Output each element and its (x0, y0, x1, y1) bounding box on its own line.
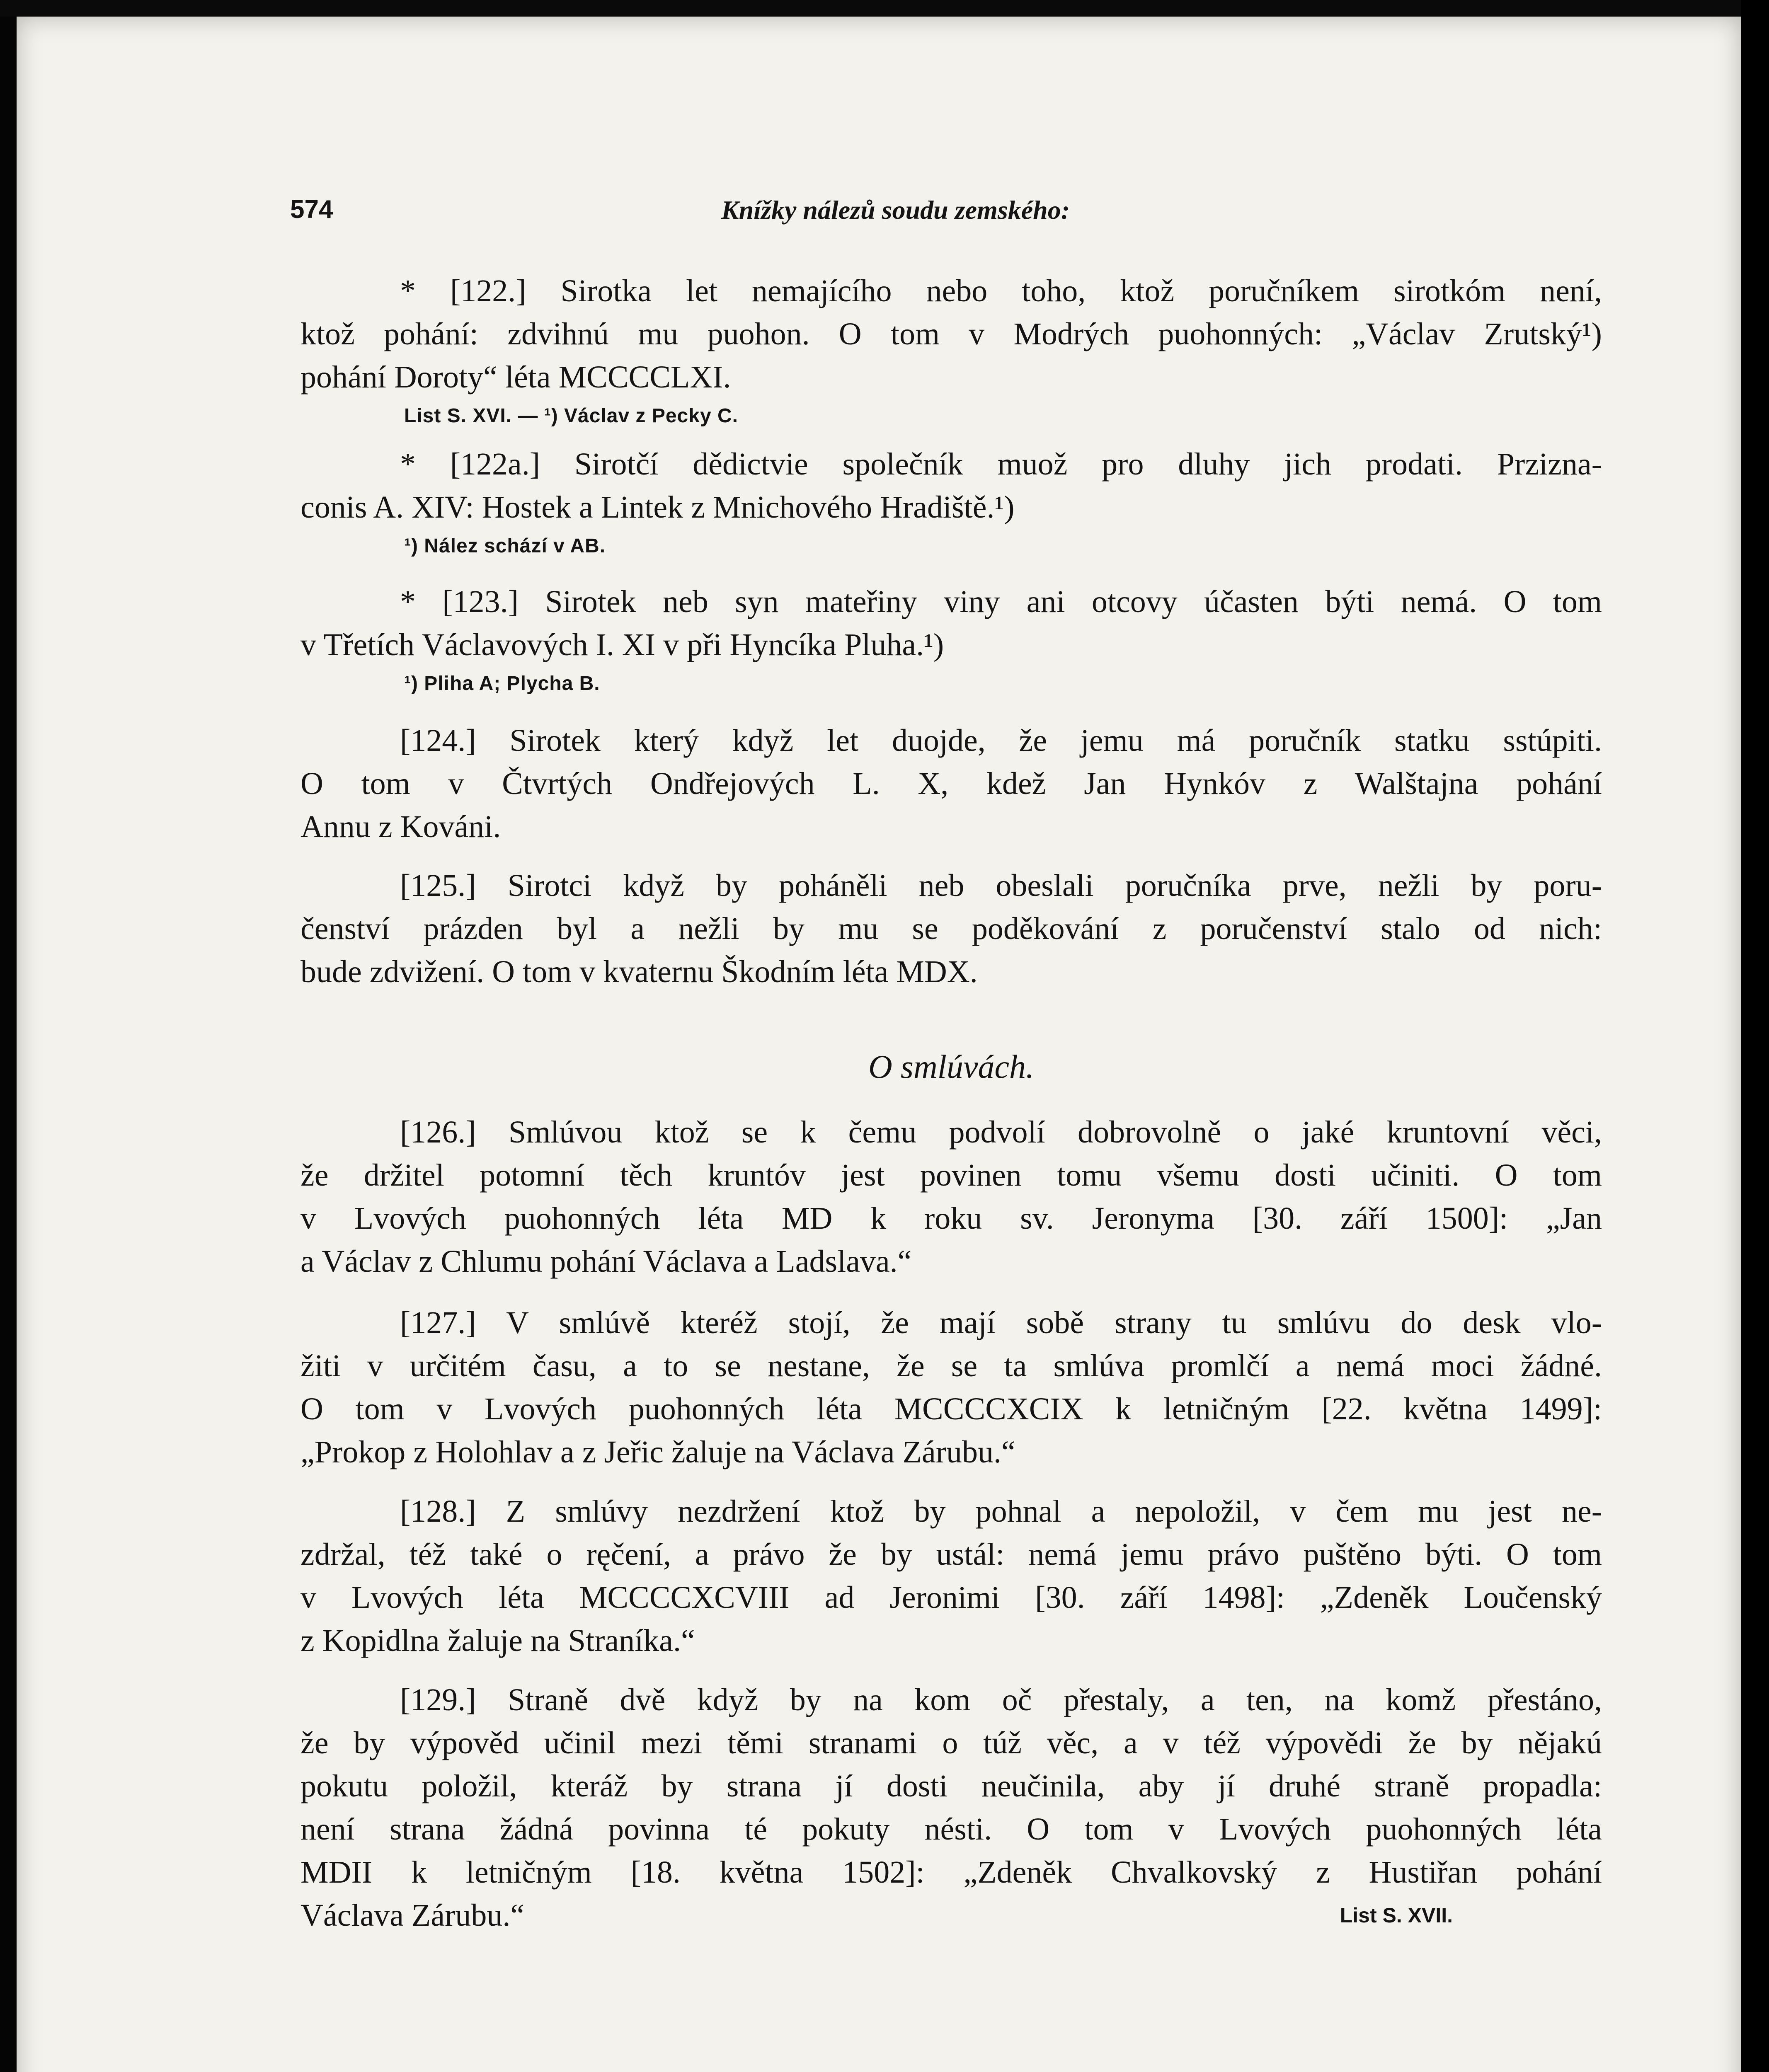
text-line: [129.] Straně dvě když by na kom oč přestaly, a ten, na komž přestáno, (400, 1682, 1602, 1717)
text-line: [126.] Smlúvou ktož se k čemu podvolí dobrovolně o jaké kruntovní věci, (400, 1115, 1602, 1150)
scan-border-right (1741, 0, 1769, 2072)
text-line: v Třetích Václavových I. XI v při Hyncíka Pluha.¹) (300, 627, 944, 662)
entry-124 (300, 719, 1602, 848)
entry-128 (300, 1490, 1602, 1662)
text-line: O tom v Lvových puohonných léta MCCCCXCIX k letničným [22. května 1499]: (300, 1392, 1602, 1426)
entry-129 (300, 1678, 1602, 1937)
text-line: čenství prázden byl a nežli by mu se poděkování z poručenství stalo od nich: (300, 911, 1602, 946)
entry-123 (300, 580, 1602, 701)
text-line: v Lvových léta MCCCCXCVIII ad Jeronimi [30. září 1498]: „Zdeněk Loučenský (300, 1580, 1602, 1615)
text-line: * [122a.] Sirotčí dědictvie společník muož pro dluhy jich prodati. Przizna- (400, 447, 1602, 482)
page-number: 574 (290, 195, 333, 224)
text-line: O tom v Čtvrtých Ondřejových L. X, kdež Jan Hynkóv z Walštajna pohání (300, 766, 1602, 801)
text-line: [124.] Sirotek který když let duojde, že jemu má poručník statku sstúpiti. (400, 723, 1602, 758)
text-line: v Lvových puohonných léta MD k roku sv. Jeronyma [30. září 1500]: „Jan (300, 1201, 1602, 1236)
list-marker: List S. XVII. (1340, 1904, 1453, 1927)
text-line: Annu z Kováni. (300, 809, 501, 844)
text-line: že držitel potomní těch kruntóv jest povinen tomu všemu dosti učiniti. O tom (300, 1158, 1602, 1193)
text-line: [125.] Sirotci když by poháněli neb obeslali poručníka prve, nežli by poru- (400, 868, 1602, 903)
text-line: a Václav z Chlumu pohání Václava a Ladslava.“ (300, 1244, 912, 1279)
text-line: „Prokop z Holohlav a z Jeřic žaluje na Václava Zárubu.“ (300, 1435, 1015, 1469)
text-line: bude zdvižení. O tom v kvaternu Škodním léta MDX. (300, 954, 978, 989)
text-line: * [122.] Sirotka let nemajícího nebo toho, ktož poručníkem sirotkóm není, (400, 274, 1602, 308)
text-line: pohání Doroty“ léta MCCCCLXI. (300, 360, 731, 395)
text-line: [128.] Z smlúvy nezdržení ktož by pohnal a nepoložil, v čem mu jest ne- (400, 1494, 1602, 1529)
entry-125 (300, 864, 1602, 993)
text-line: žiti v určitém času, a to se nestane, že se ta smlúva promlčí a nemá moci žádné. (300, 1348, 1602, 1383)
scan-border-top (0, 0, 1769, 17)
text-line: [127.] V smlúvě kteréž stojí, že mají sobě strany tu smlúvu do desk vlo- (400, 1305, 1602, 1340)
text-line: ktož pohání: zdvihnú mu puohon. O tom v Modrých puohonných: „Václav Zrutský¹) (300, 317, 1602, 351)
page-header (290, 195, 1351, 240)
running-title: Knížky nálezů soudu zemského: (721, 195, 1070, 225)
text-line: * [123.] Sirotek neb syn mateřiny viny ani otcovy účasten býti nemá. O tom (400, 584, 1602, 619)
entry-122 (300, 269, 1602, 433)
entry-127 (300, 1301, 1602, 1474)
section-heading: O smlúvách. (868, 1049, 1034, 1085)
footnote: ¹) Nález schází v AB. (404, 535, 606, 557)
footnote: List S. XVI. — ¹) Václav z Pecky C. (404, 405, 738, 427)
text-line: zdržal, též také o ręčení, a právo že by ustál: nemá jemu právo puštěno býti. O tom (300, 1537, 1602, 1572)
footnote: ¹) Pliha A; Plycha B. (404, 673, 600, 695)
text-line: není strana žádná povinna té pokuty nésti. O tom v Lvových puohonných léta (300, 1812, 1602, 1847)
text-line: že by výpověd učinil mezi těmi stranami o túž věc, a v též výpovědi že by nějakú (300, 1726, 1602, 1760)
text-line: conis A. XIV: Hostek a Lintek z Mnichového Hradiště.¹) (300, 490, 1015, 525)
text-line-content: Václava Zárubu.“ (300, 1898, 525, 1933)
entry-122a (300, 443, 1602, 564)
text-line: MDII k letničným [18. května 1502]: „Zdeněk Chvalkovský z Hustiřan pohání (300, 1855, 1602, 1890)
text-line (300, 1894, 1602, 1937)
entry-126 (300, 1111, 1602, 1283)
text-line: pokutu položil, kteráž by strana jí dosti neučinila, aby jí druhé straně propadla: (300, 1769, 1602, 1803)
text-line: z Kopidlna žaluje na Straníka.“ (300, 1623, 695, 1658)
